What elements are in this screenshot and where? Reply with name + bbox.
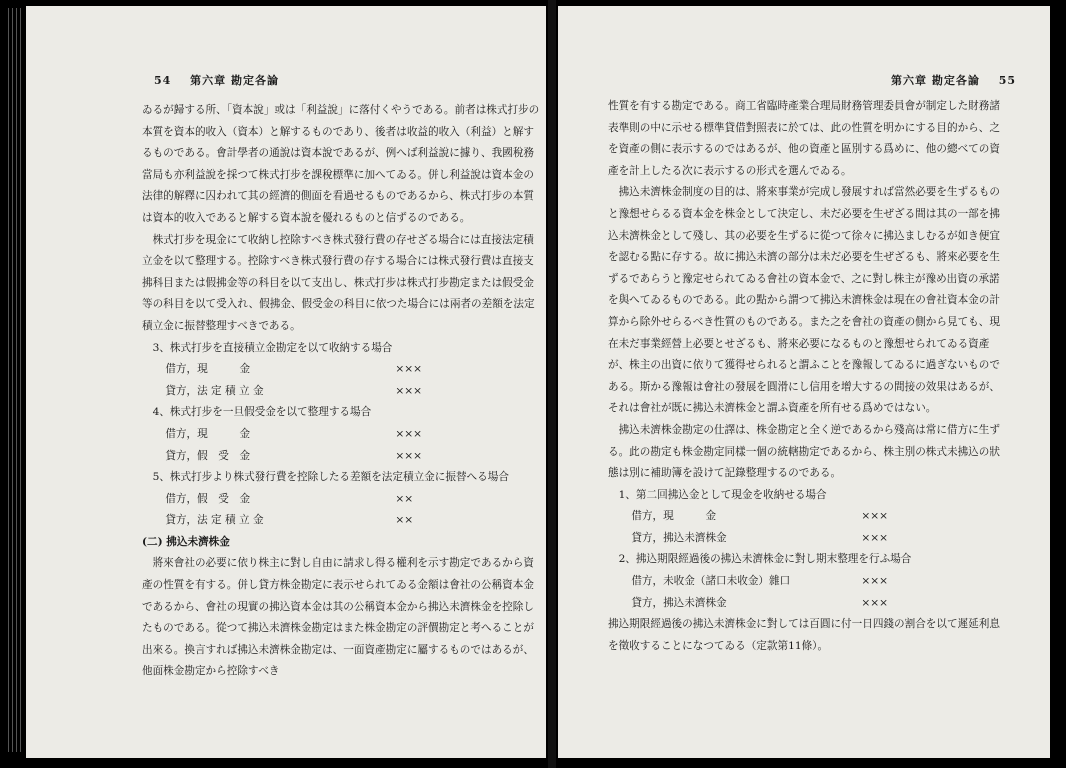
journal-entry xyxy=(608,506,1010,528)
entry-account: 貸方，法 定 積 立 金 xyxy=(165,384,264,397)
paragraph: 拂込期限經過後の拂込未濟株金に對しては百圓に付一日四錢の割合を以て遲延利息を徵收することになつてゐる（定款第11條）。 xyxy=(608,618,1000,652)
section-heading: (二) 拂込未濟株金 xyxy=(142,535,230,548)
right-page-body xyxy=(608,96,1010,657)
entry-account: 借方，現 金 xyxy=(165,427,251,440)
paragraph: 株式打步を現金にて收納し控除すべき株式發行費の存せざる場合には直接法定積立金を以て整理する。控除すべき株式發行費の存する場合には株式發行費は直接支拂科目または假拂金等の科目を以て支出し、株式打步は株式打步勘定または假受金等の科目を以て受入れ、假拂金、假受金の科目に依つた場合には兩者の差額を法定積立金に振替整理すべきである。 xyxy=(142,233,535,332)
entry-amount: ××× xyxy=(861,531,888,544)
journal-entry xyxy=(142,359,542,381)
journal-entry xyxy=(608,528,1010,550)
left-page-number: 54 xyxy=(154,74,172,87)
entry-account: 貸方，假 受 金 xyxy=(165,449,251,462)
entry-amount: ×× xyxy=(395,492,414,505)
journal-entry xyxy=(142,424,542,446)
entry-amount: ××× xyxy=(395,363,422,376)
journal-entry xyxy=(142,446,542,468)
entry-amount: ××× xyxy=(395,384,422,397)
right-page xyxy=(558,6,1050,758)
entry-account: 貸方，拂込未濟株金 xyxy=(631,596,727,609)
paragraph: 拂込未濟株金勘定の仕譯は、株金勘定と全く逆であるから殘高は常に借方に生ずる。此の勘定も株金勘定同樣一個の統轄勘定であるから、株主別の株式未拂込の狀態は別に補助簿を設けて記錄整理するのである。 xyxy=(608,423,1000,480)
entry-account: 借方，假 受 金 xyxy=(165,492,251,505)
journal-entry xyxy=(608,571,1010,593)
left-page xyxy=(26,6,546,758)
entry-amount: ××× xyxy=(861,596,888,609)
journal-entry xyxy=(142,489,542,511)
entry-account: 借方，未收金（諸口未收金）雜口 xyxy=(631,575,791,588)
left-page-body xyxy=(142,100,542,683)
book-spine xyxy=(548,0,556,768)
right-page-number: 55 xyxy=(998,74,1016,87)
journal-entry xyxy=(142,510,542,532)
entry-account: 貸方，法 定 積 立 金 xyxy=(165,514,264,527)
left-page-header xyxy=(154,72,279,88)
journal-entry xyxy=(142,381,542,403)
entry-amount: ××× xyxy=(861,510,888,523)
entry-amount: ×× xyxy=(395,514,414,527)
paragraph: 性質を有する勘定である。商工省臨時產業合理局財務管理委員會が制定した財務諸表準則の中に示せる標準貸借對照表に於ては、此の性質を明かにする目的から、之を資產の側に表示するのではあるが、他の資產と區別する爲めに、他の總べての資產を計上したる次に表示するの形式を選んでゐる。 xyxy=(608,100,1000,177)
entry-amount: ××× xyxy=(395,427,422,440)
left-page-chapter: 第六章 勘定各論 xyxy=(190,74,279,87)
entry-amount: ××× xyxy=(861,575,888,588)
numbered-case-heading: 1、第二回拂込金として現金を收納せる場合 xyxy=(618,488,827,501)
entry-account: 借方，現 金 xyxy=(165,363,251,376)
numbered-case-heading: 5、株式打步より株式發行費を控除したる差額を法定積立金に振替へる場合 xyxy=(152,471,509,484)
right-page-header xyxy=(891,72,1016,88)
entry-account: 借方，現 金 xyxy=(631,510,717,523)
entry-amount: ××× xyxy=(395,449,422,462)
paragraph: ゐるが歸する所、「資本說」或は「利益說」に落付くやうである。前者は株式打步の本質を資本的收入（資本）と解するものであり、後者は收益的收入（利益）と解するものである。會計學者の通說は資本說であるが、例へば利益說に據り、我國稅務當局も亦利益說を採つて株式打步を課稅標準に加へてゐる。併し利益說は資本金の法律的解釋に囚われて其の經濟的側面を看過せるものであるから、株式打步の本質は資本的收入であると解する資本說を優れるものと信ずるのである。 xyxy=(142,104,540,224)
right-page-chapter: 第六章 勘定各論 xyxy=(891,74,980,87)
numbered-case-heading: 2、拂込期限經過後の拂込未濟株金に對し期末整理を行ふ場合 xyxy=(618,553,912,566)
paragraph: 將來會社の必要に依り株主に對し自由に請求し得る權利を示す勘定であるから資產の性質を有する。併し貸方株金勘定に表示せられてゐる金額は會社の公稱資本金であるから、會社の現實の拂込資本金は其の公稱資本金から拂込未濟株金を控除したものである。從つて拂込未濟株金勘定はまた株金勘定の評價勘定と考へることが出來る。換言すれば拂込未濟株金勘定は、一面資產勘定に屬するものではあるが、他面株金勘定から控除すべき xyxy=(142,557,534,678)
numbered-case-heading: 3、株式打步を直接積立金勘定を以て收納する場合 xyxy=(152,341,393,354)
numbered-case-heading: 4、株式打步を一旦假受金を以て整理する場合 xyxy=(152,406,372,419)
journal-entry xyxy=(608,593,1010,615)
entry-account: 貸方，拂込未濟株金 xyxy=(631,531,727,544)
paragraph: 拂込未濟株金制度の目的は、將來事業が完成し發展すれば當然必要を生ずるものと豫想せらるる資本金を株金として決定し、未だ必要を生ぜざる間は其の一部を拂込未濟株金として殘し、其の必要を生ずるに從つて徐々に拂込ましむるが如き便宜を認むる點に存する。故に拂込未濟の部分は未だ必要を生ぜざるも、將來必要を生ずるであらうと豫定せられてゐる會社の資本金で、之に對し株主が豫め出資の承諾を與へてゐるものである。此の點から謂つて拂込未濟株金は現在の會社資本金の計算から除外せらるべき性質のものである。また之を會社の資產の側から見ても、現在未だ事業經營上必要とせざるも、將來必要になるものと豫想せられてゐる資產が、株主の出資に依りて獲得せられると謂ふことを豫報してゐるに過ぎないものである。斯かる豫報は會社の發展を圓滑にし信用を增大するの間接の效果はあるが、それは會社が既に拂込未濟株金と謂ふ資產を所有せる爲めではない。 xyxy=(608,186,1000,415)
